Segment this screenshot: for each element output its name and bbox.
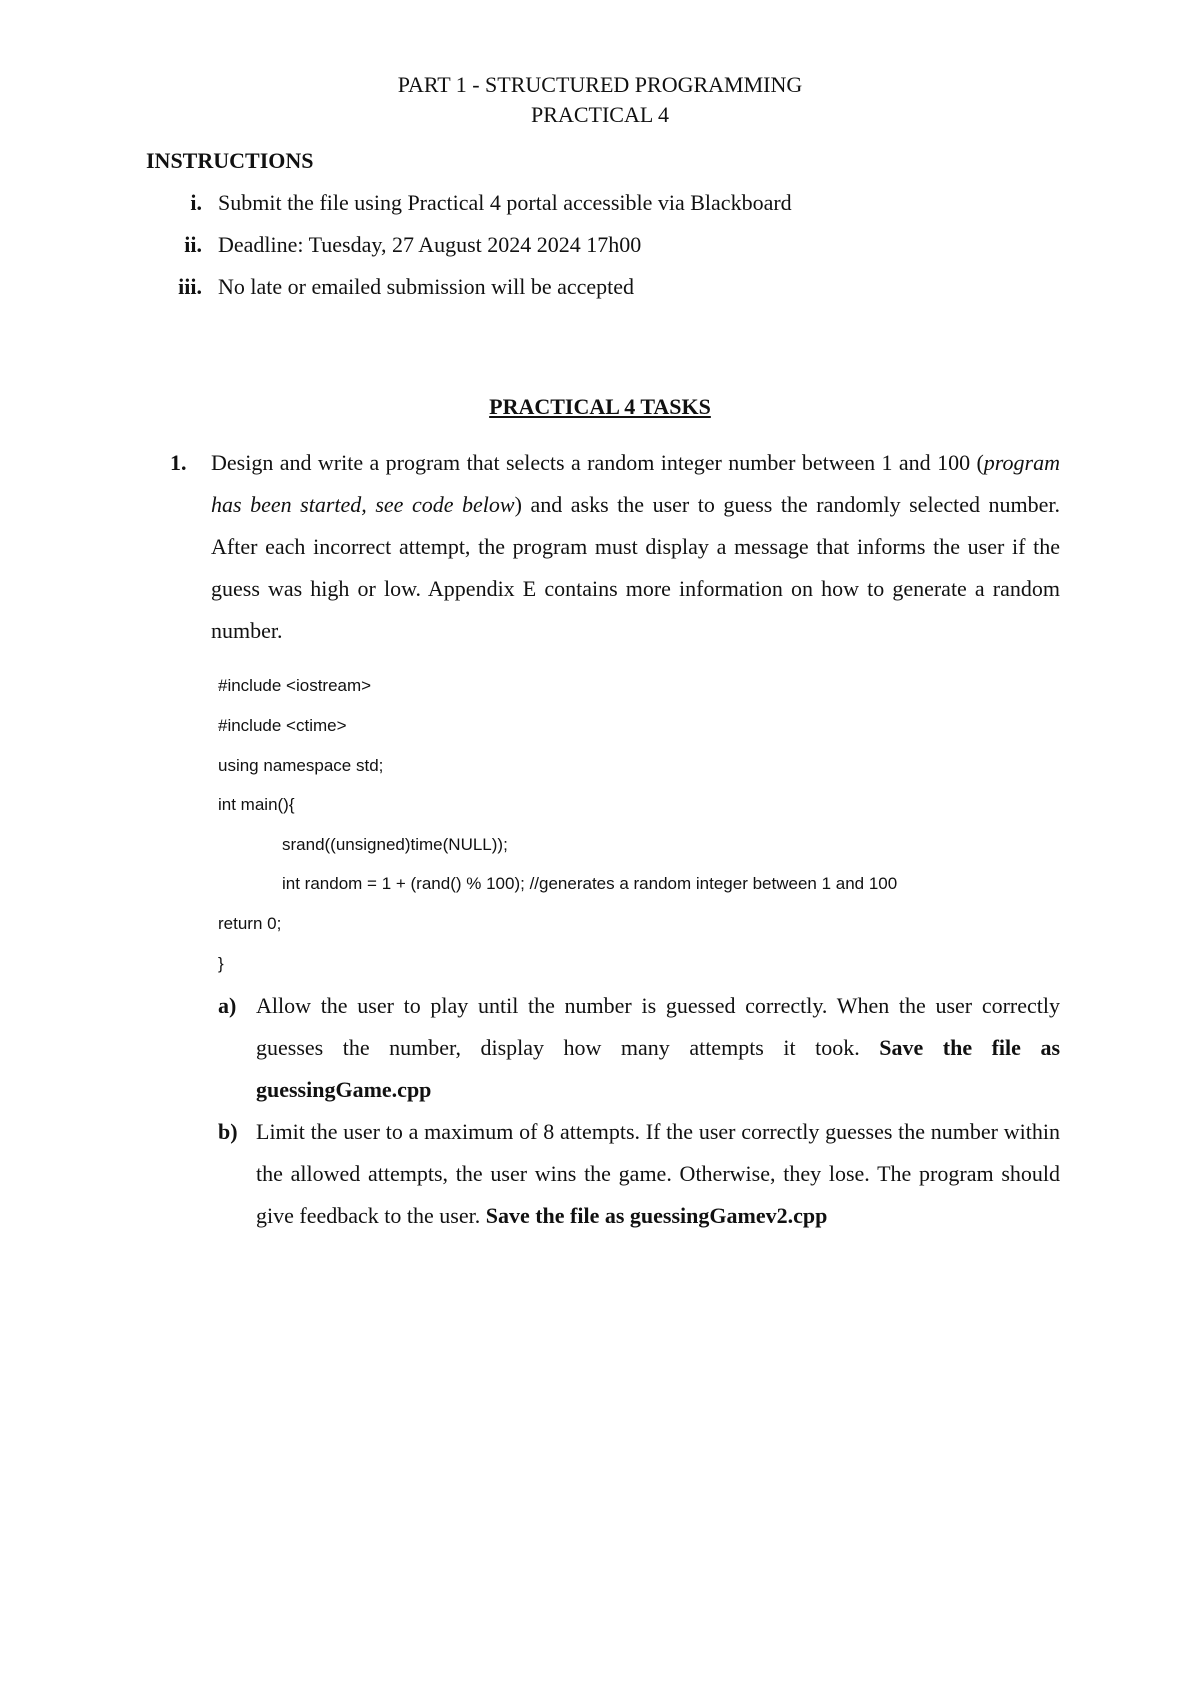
subtask-text (256, 1111, 1060, 1237)
task-text-b: ) and asks the user to guess the randomly selected number. After each incorrect attempt, the program must display a message that informs the user if the guess was high or low. Appendix E contains more information on how to generate a random number. (211, 492, 1060, 643)
subtask-body: Allow the user to play until the number is guessed correctly. When the user correctly guesses the number, display how many attempts it took. (256, 993, 1060, 1060)
subtask-save-note: Save the file as guessingGamev2.cpp (485, 1203, 828, 1228)
instruction-number: ii. (184, 232, 202, 257)
instruction-text: No late or emailed submission will be accepted (218, 274, 635, 299)
task-text-italic: program has been started, see code below (211, 450, 1060, 517)
instruction-text: Deadline: Tuesday, 27 August 2024 2024 17h00 (218, 232, 642, 257)
task-text-a: Design and write a program that selects a random integer number between 1 and 100 ( (211, 450, 984, 475)
instruction-number: iii. (178, 274, 202, 299)
instruction-item (146, 188, 1046, 218)
task-number: 1. (170, 450, 187, 475)
code-line: return 0; (218, 914, 282, 933)
code-line: srand((unsigned)time(NULL)); (282, 835, 508, 854)
code-line: #include <iostream> (218, 676, 372, 695)
instructions-heading: INSTRUCTIONS (146, 148, 314, 173)
subtask-label: a) (218, 993, 237, 1018)
instruction-item (146, 230, 1046, 260)
part-title: PART 1 - STRUCTURED PROGRAMMING (397, 72, 803, 97)
code-line: #include <ctime> (218, 716, 347, 735)
code-line: using namespace std; (218, 756, 384, 775)
task-description (211, 442, 1060, 652)
instruction-text: Submit the file using Practical 4 portal accessible via Blackboard (218, 190, 792, 215)
code-line: int main(){ (218, 795, 295, 814)
instruction-number: i. (190, 190, 202, 215)
subtask-text (256, 985, 1060, 1111)
code-line: } (218, 954, 224, 973)
subtask-body: Limit the user to a maximum of 8 attempts. If the user correctly guesses the number within the allowed attempts, the user wins the game. Otherwise, they lose. The program should give feedback to the user. (256, 1119, 1060, 1228)
subtask-save-note: Save the file as guessingGame.cpp (256, 1035, 1060, 1102)
subtask-label: b) (218, 1119, 238, 1144)
instruction-item (146, 272, 1046, 302)
tasks-title: PRACTICAL 4 TASKS (489, 394, 711, 419)
practical-title: PRACTICAL 4 (531, 102, 669, 127)
code-line: int random = 1 + (rand() % 100); //generates a random integer between 1 and 100 (282, 874, 898, 893)
